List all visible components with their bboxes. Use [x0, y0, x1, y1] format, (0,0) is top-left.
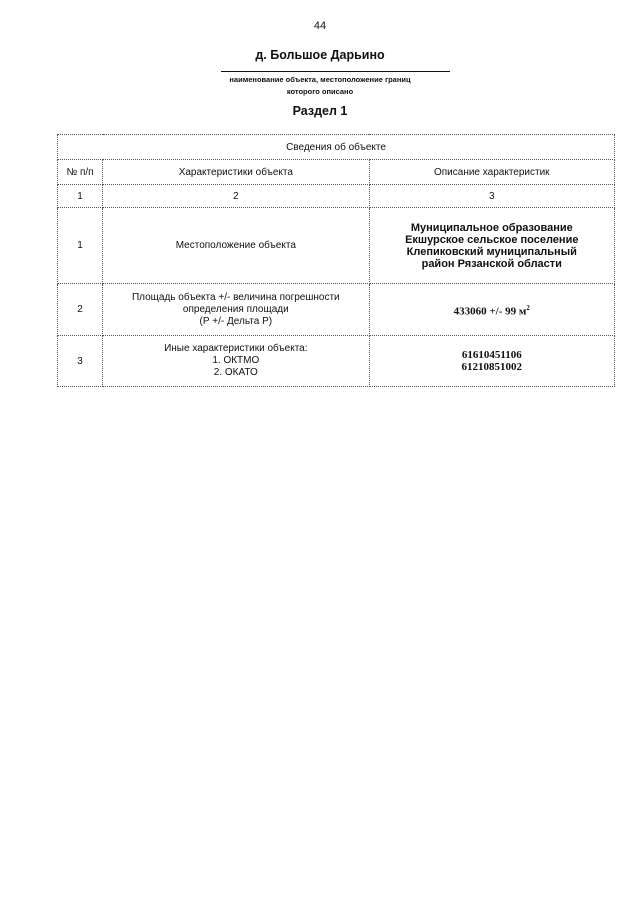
table-row [58, 336, 615, 387]
characteristic-line: Площадь объекта +/- величина погрешности [131, 291, 340, 303]
header-description: Описание характеристик [369, 160, 614, 185]
header-characteristic: Характеристики объекта [103, 160, 369, 185]
location-line: Екшурское сельское поселение [405, 233, 579, 246]
table-header-row [58, 160, 615, 185]
row-description [369, 336, 614, 387]
table-row [58, 284, 615, 336]
characteristic-line: 2. ОКАТО [213, 367, 258, 378]
object-info-table [57, 134, 615, 387]
title-underline [221, 71, 450, 72]
caption-line-2: которого описано [286, 87, 354, 96]
area-value: 433060 +/- 99 м [453, 305, 527, 318]
column-number-2: 2 [103, 185, 369, 208]
row-description [369, 284, 614, 336]
table-row [58, 208, 615, 284]
column-number-1: 1 [58, 185, 103, 208]
section-heading: Раздел 1 [292, 104, 348, 118]
area-unit-superscript: 2 [526, 303, 530, 312]
table-caption-row [58, 135, 615, 160]
table-caption: Сведения об объекте [58, 135, 615, 160]
oktmo-code: 61610451106 [461, 349, 522, 361]
row-number: 1 [58, 208, 103, 284]
characteristic-line: (Р +/- Дельта Р) [199, 315, 273, 327]
characteristic-line: Иные характеристики объекта: [164, 343, 308, 354]
row-description [369, 208, 614, 284]
header-number: № п/п [58, 160, 103, 185]
row-number: 2 [58, 284, 103, 336]
row-characteristic [103, 284, 369, 336]
location-line: район Рязанской области [421, 257, 562, 270]
location-line: Клепиковский муниципальный [406, 245, 577, 258]
column-number-row [58, 185, 615, 208]
document-title: д. Большое Дарьино [255, 48, 385, 62]
row-characteristic [103, 336, 369, 387]
page-number: 44 [313, 20, 327, 32]
characteristic-line: 1. ОКТМО [212, 355, 260, 366]
title-caption [0, 74, 640, 98]
okato-code: 61210851002 [461, 361, 523, 373]
row-number: 3 [58, 336, 103, 387]
caption-line-1: наименование объекта, местоположение границ [229, 75, 411, 84]
location-line: Муниципальное образование [410, 221, 573, 234]
row-characteristic: Местоположение объекта [103, 208, 369, 284]
column-number-3: 3 [369, 185, 614, 208]
characteristic-line: определения площади [182, 303, 289, 315]
